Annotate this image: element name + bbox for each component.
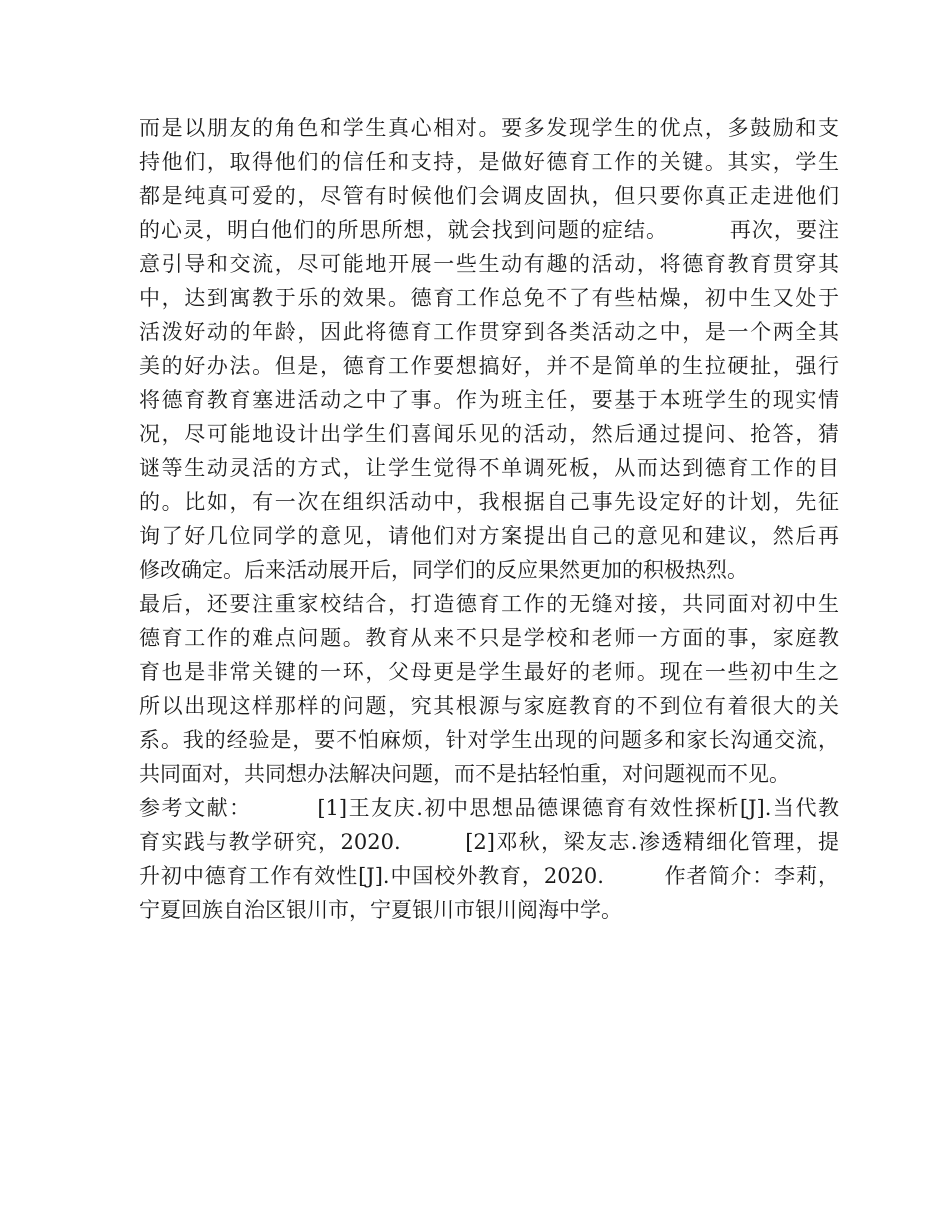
reference-line: 参考文献： [1]王友庆.初中思想品德课德育有效性探析[J].当代教 [139, 796, 839, 820]
body-text [139, 111, 839, 927]
text-line: 育也是非常关键的一环，父母更是学生最好的老师。现在一些初中生之 [139, 660, 839, 684]
text-line: 所以出现这样那样的问题，究其根源与家庭教育的不到位有着很大的关 [139, 694, 839, 718]
text-line: 意引导和交流，尽可能地开展一些生动有趣的活动，将德育教育贯穿其 [139, 252, 839, 276]
text-line: 的。比如，有一次在组织活动中，我根据自己事先设定好的计划，先征 [139, 490, 839, 514]
text-line: 美的好办法。但是，德育工作要想搞好，并不是简单的生拉硬扯，强行 [139, 354, 839, 378]
text-line: 持他们，取得他们的信任和支持，是做好德育工作的关键。其实，学生 [139, 150, 839, 174]
text-line: 的心灵，明白他们的所思所想，就会找到问题的症结。 再次，要注 [139, 218, 839, 242]
text-line: 况，尽可能地设计出学生们喜闻乐见的活动，然后通过提问、抢答，猜 [139, 422, 839, 446]
text-line: 活泼好动的年龄，因此将德育工作贯穿到各类活动之中，是一个两全其 [139, 320, 839, 344]
text-line: 将德育教育塞进活动之中了事。作为班主任，要基于本班学生的现实情 [139, 388, 839, 412]
text-line: 而是以朋友的角色和学生真心相对。要多发现学生的优点，多鼓励和支 [139, 116, 839, 140]
text-line: 系。我的经验是，要不怕麻烦，针对学生出现的问题多和家长沟通交流， [139, 728, 839, 752]
text-line: 修改确定。后来活动展开后，同学们的反应果然更加的积极热烈。 [139, 558, 748, 582]
reference-line: 育实践与教学研究，2020. [2]邓秋，梁友志.渗透精细化管理，提 [139, 830, 839, 854]
text-line: 谜等生动灵活的方式，让学生觉得不单调死板，从而达到德育工作的目 [139, 456, 839, 480]
author-line: 宁夏回族自治区银川市，宁夏银川市银川阅海中学。 [139, 898, 622, 922]
text-line: 最后，还要注重家校结合，打造德育工作的无缝对接，共同面对初中生 [139, 592, 839, 616]
text-line: 中，达到寓教于乐的效果。德育工作总免不了有些枯燥，初中生又处于 [139, 286, 839, 310]
text-line: 询了好几位同学的意见，请他们对方案提出自己的意见和建议，然后再 [139, 524, 839, 548]
text-line: 德育工作的难点问题。教育从来不只是学校和老师一方面的事，家庭教 [139, 626, 839, 650]
text-line: 共同面对，共同想办法解决问题，而不是拈轻怕重，对问题视而不见。 [139, 762, 790, 786]
reference-line: 升初中德育工作有效性[J].中国校外教育，2020. 作者简介：李莉， [139, 864, 839, 888]
text-line: 都是纯真可爱的，尽管有时候他们会调皮固执，但只要你真正走进他们 [139, 184, 839, 208]
